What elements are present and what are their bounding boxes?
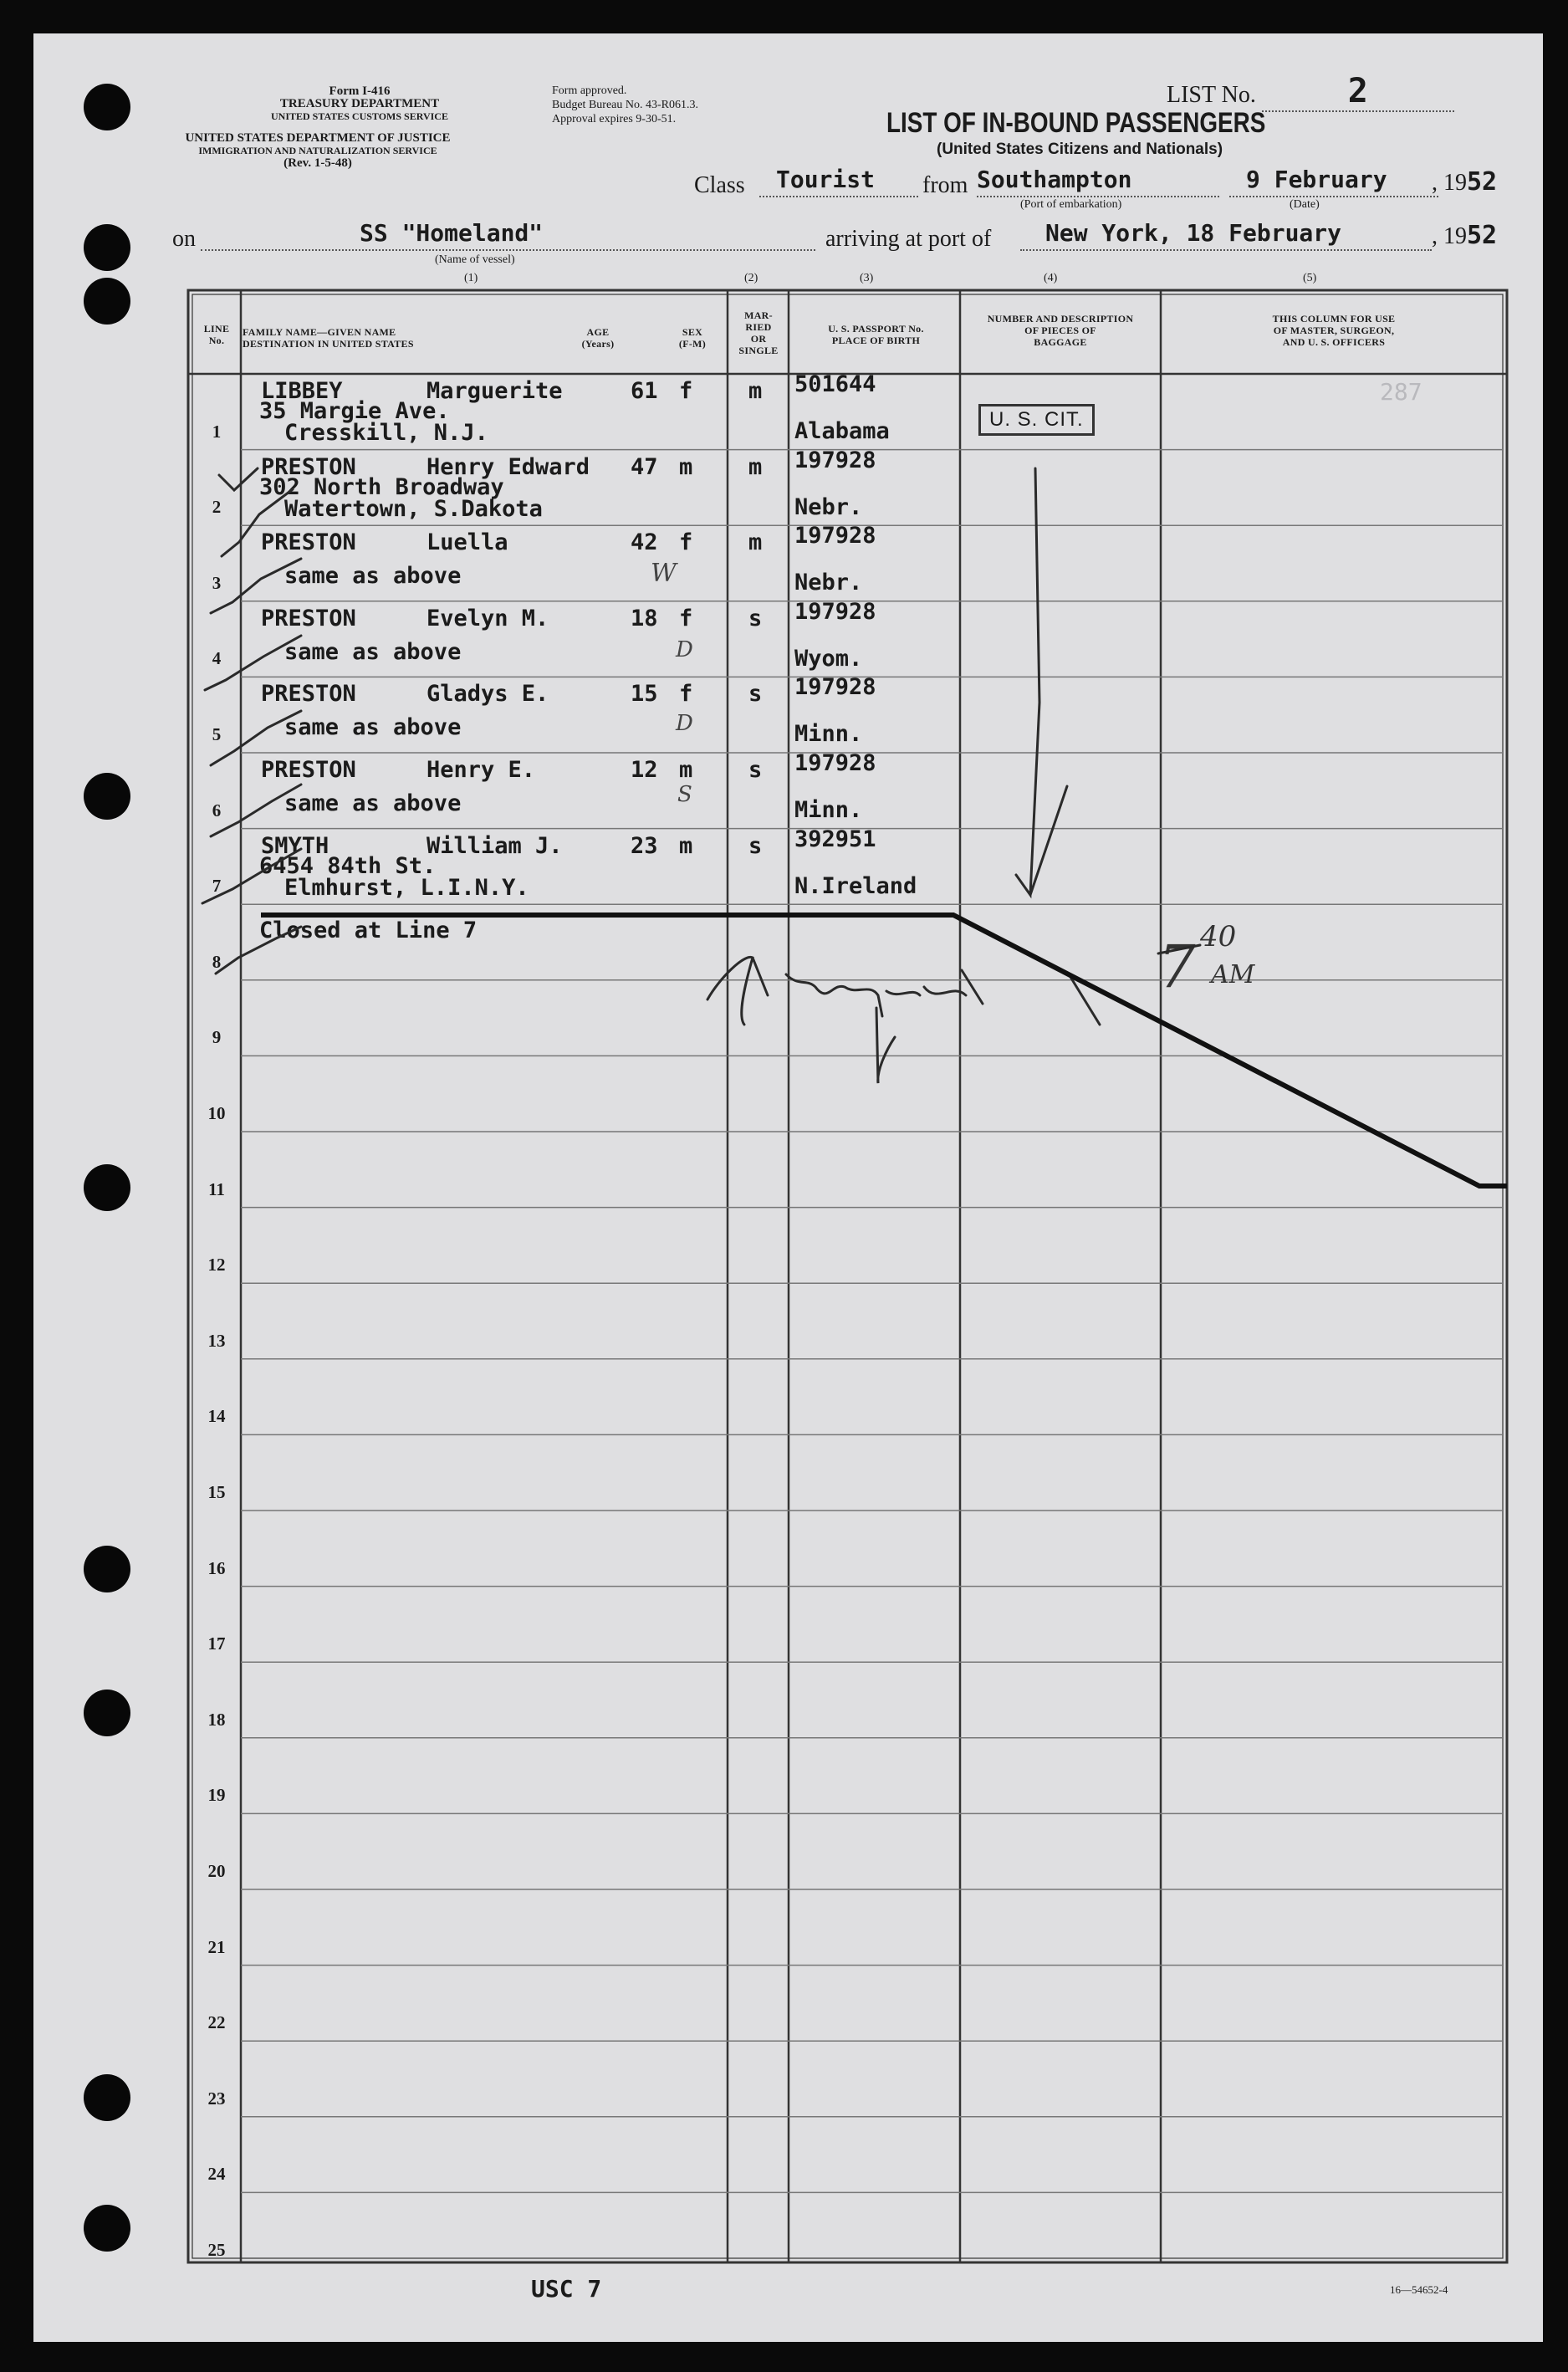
col-header-text: (Years) bbox=[581, 338, 615, 350]
passport-number: 197928 bbox=[794, 523, 876, 550]
col-header-text: RIED bbox=[745, 321, 772, 333]
col-header-text: LINE bbox=[203, 323, 230, 335]
col-header-text: THIS COLUMN FOR USE bbox=[1272, 313, 1396, 325]
family-name: PRESTON bbox=[261, 757, 356, 783]
given-name: Marguerite bbox=[426, 378, 563, 404]
place-of-birth: Nebr. bbox=[794, 570, 863, 596]
line-number: 1 bbox=[212, 421, 222, 442]
handwritten-mark-row3: W bbox=[651, 559, 677, 588]
destination-line2: Elmhurst, L.I.N.Y. bbox=[284, 874, 529, 901]
place-of-birth: N.Ireland bbox=[794, 872, 917, 899]
family-name: PRESTON bbox=[261, 453, 356, 480]
arrival-value: New York, 18 February bbox=[1045, 219, 1342, 247]
date-caption: (Date) bbox=[1290, 198, 1320, 211]
handwritten-time-am: AM bbox=[1211, 960, 1255, 989]
form-number: Form I-416 bbox=[329, 84, 391, 98]
passport-number: 197928 bbox=[794, 674, 876, 701]
ins-service: IMMIGRATION AND NATURALIZATION SERVICE bbox=[198, 145, 437, 156]
col-header-text: AGE bbox=[586, 326, 610, 338]
destination-line1: 302 North Broadway bbox=[259, 473, 504, 500]
marital-status: s bbox=[748, 757, 763, 783]
line-number: 13 bbox=[207, 1330, 226, 1351]
marital-status: m bbox=[748, 378, 763, 404]
vessel-caption: (Name of vessel) bbox=[435, 253, 515, 266]
check-mark bbox=[222, 489, 293, 556]
on-label: on bbox=[172, 226, 196, 252]
col-header-text: DESTINATION IN UNITED STATES bbox=[243, 338, 414, 350]
destination-line1: 35 Margie Ave. bbox=[259, 398, 450, 424]
line-number: 2 bbox=[212, 497, 222, 518]
class-value: Tourist bbox=[776, 166, 876, 193]
line-number: 19 bbox=[207, 1785, 226, 1806]
col-header-text: FAMILY NAME—GIVEN NAME bbox=[243, 326, 396, 338]
customs-service: UNITED STATES CUSTOMS SERVICE bbox=[271, 110, 448, 122]
passport-number: 197928 bbox=[794, 598, 876, 625]
place-of-birth: Minn. bbox=[794, 797, 863, 823]
place-of-birth: Nebr. bbox=[794, 493, 863, 520]
destination-line2: Cresskill, N.J. bbox=[284, 420, 488, 446]
marital-status: m bbox=[748, 453, 763, 480]
vessel-value: SS "Homeland" bbox=[360, 219, 544, 247]
line-number: 20 bbox=[207, 1861, 226, 1881]
given-name: Henry Edward bbox=[426, 453, 590, 480]
col-number-4: (4) bbox=[1044, 272, 1058, 284]
given-name: Gladys E. bbox=[426, 681, 549, 708]
destination-line1: 6454 84th St. bbox=[259, 852, 437, 879]
destination-line1: same as above bbox=[284, 638, 462, 665]
handwritten-mark-row4: D bbox=[676, 637, 693, 662]
line-number: 12 bbox=[207, 1255, 226, 1275]
family-name: LIBBEY bbox=[261, 378, 343, 404]
destination-line1: same as above bbox=[284, 790, 462, 816]
destination-line2: Watertown, S.Dakota bbox=[284, 495, 543, 522]
check-mark bbox=[211, 711, 301, 765]
sex: m bbox=[679, 832, 693, 859]
stamp-number: 287 bbox=[1380, 378, 1422, 406]
age: 15 bbox=[631, 681, 658, 708]
treasury-dept: TREASURY DEPARTMENT bbox=[279, 97, 440, 110]
age: 61 bbox=[631, 378, 658, 404]
check-mark bbox=[216, 927, 301, 974]
line-number: 23 bbox=[207, 2088, 226, 2109]
embark-port-caption: (Port of embarkation) bbox=[1020, 198, 1122, 211]
form-revision: (Rev. 1-5-48) bbox=[283, 156, 352, 170]
passport-number: 501644 bbox=[794, 371, 876, 397]
col-header-text: U. S. PASSPORT No. bbox=[828, 323, 924, 335]
marital-status: s bbox=[748, 605, 763, 631]
place-of-birth: Alabama bbox=[794, 418, 890, 444]
line-number: 21 bbox=[207, 1936, 226, 1957]
closed-at-line: Closed at Line 7 bbox=[259, 918, 478, 943]
family-name: PRESTON bbox=[261, 529, 356, 556]
col-header-text: OF MASTER, SURGEON, bbox=[1273, 325, 1395, 336]
list-no-value: 2 bbox=[1347, 72, 1368, 110]
year-value: 52 bbox=[1467, 221, 1498, 250]
year-prefix: , 19 bbox=[1432, 223, 1467, 249]
passport-number: 197928 bbox=[794, 447, 876, 473]
col-header-text: AND U. S. OFFICERS bbox=[1282, 336, 1386, 348]
age: 47 bbox=[631, 453, 658, 480]
col-header-text: SEX bbox=[682, 326, 703, 338]
sex: f bbox=[679, 681, 693, 708]
line-number: 17 bbox=[207, 1633, 226, 1654]
signature bbox=[707, 957, 1100, 1083]
col-header-text: MAR- bbox=[744, 309, 773, 321]
line-number: 8 bbox=[212, 951, 222, 972]
line-number: 7 bbox=[212, 876, 222, 897]
check-mark bbox=[202, 849, 301, 903]
check-mark bbox=[205, 636, 301, 690]
usc-footer: USC 7 bbox=[531, 2275, 602, 2303]
embark-date-value: 9 February bbox=[1246, 166, 1387, 193]
age: 18 bbox=[631, 605, 658, 631]
col-header-text: OF PIECES OF bbox=[1024, 325, 1096, 336]
marital-status: s bbox=[748, 832, 763, 859]
handwritten-mark-row6: S bbox=[677, 782, 692, 807]
given-name: William J. bbox=[426, 832, 563, 859]
line-number: 4 bbox=[212, 648, 222, 669]
pen-marks bbox=[33, 33, 1543, 2342]
place-of-birth: Wyom. bbox=[794, 645, 863, 672]
justice-dept: UNITED STATES DEPARTMENT OF JUSTICE bbox=[185, 131, 451, 145]
family-name: PRESTON bbox=[261, 605, 356, 631]
line-number: 6 bbox=[212, 800, 222, 820]
given-name: Luella bbox=[426, 529, 508, 556]
from-label: from bbox=[922, 172, 968, 198]
handwritten-time-minutes: 40 bbox=[1200, 920, 1237, 953]
sex: m bbox=[679, 453, 693, 480]
marital-status: s bbox=[748, 681, 763, 708]
marital-status: m bbox=[748, 529, 763, 556]
embark-port-value: Southampton bbox=[977, 166, 1132, 193]
given-name: Evelyn M. bbox=[426, 605, 549, 631]
line-number: 5 bbox=[212, 724, 222, 744]
family-name: PRESTON bbox=[261, 681, 356, 708]
time-hour: 7 bbox=[1158, 933, 1196, 1001]
page-title: LIST OF IN-BOUND PASSENGERS bbox=[886, 107, 1266, 139]
line-number: 11 bbox=[208, 1178, 225, 1199]
col-header-text: (F-M) bbox=[678, 338, 707, 350]
col-number-1: (1) bbox=[464, 272, 478, 284]
col-header-text: OR bbox=[750, 333, 767, 345]
age: 12 bbox=[631, 757, 658, 783]
approval-expires: Approval expires 9-30-51. bbox=[552, 113, 677, 125]
line-number: 22 bbox=[207, 2012, 226, 2033]
col-header-text: BAGGAGE bbox=[1034, 336, 1087, 348]
age: 42 bbox=[631, 529, 658, 556]
col-number-5: (5) bbox=[1303, 272, 1317, 284]
closing-line bbox=[261, 915, 1507, 1186]
us-citizen-stamp: U. S. CIT. bbox=[978, 404, 1095, 436]
line-number: 18 bbox=[207, 1709, 226, 1730]
print-code: 16—54652-4 bbox=[1390, 2283, 1448, 2296]
passport-number: 197928 bbox=[794, 750, 876, 776]
line-number: 3 bbox=[212, 572, 222, 593]
passenger-list-sheet bbox=[33, 33, 1543, 2342]
family-name: SMYTH bbox=[261, 832, 329, 859]
sex: m bbox=[679, 757, 693, 783]
check-mark bbox=[219, 468, 258, 490]
destination-line1: same as above bbox=[284, 714, 462, 741]
handwritten-mark-row5: D bbox=[676, 711, 693, 736]
form-approved: Form approved. bbox=[552, 84, 627, 97]
line-number: 10 bbox=[207, 1103, 226, 1123]
col-header-text: SINGLE bbox=[738, 345, 779, 356]
check-mark bbox=[211, 785, 301, 836]
year-prefix: , 19 bbox=[1432, 170, 1467, 196]
destination-line1: same as above bbox=[284, 563, 462, 590]
time-underline bbox=[1158, 945, 1200, 953]
passport-number: 392951 bbox=[794, 826, 876, 852]
col-number-3: (3) bbox=[860, 272, 874, 284]
line-number: 14 bbox=[207, 1406, 226, 1427]
line-number: 24 bbox=[207, 2164, 226, 2185]
sex: f bbox=[679, 378, 693, 404]
line-number: 15 bbox=[207, 1482, 226, 1502]
line-number: 16 bbox=[207, 1557, 226, 1578]
budget-bureau: Budget Bureau No. 43-R061.3. bbox=[552, 99, 698, 111]
col-number-2: (2) bbox=[744, 272, 758, 284]
given-name: Henry E. bbox=[426, 757, 536, 783]
line-number: 9 bbox=[212, 1027, 222, 1048]
class-label: Class bbox=[694, 172, 745, 198]
arriving-label: arriving at port of bbox=[825, 226, 992, 252]
sex: f bbox=[679, 605, 693, 631]
col-header-text: No. bbox=[208, 335, 225, 346]
baggage-arrow bbox=[1016, 468, 1067, 895]
check-mark bbox=[211, 559, 301, 613]
col-header-text: PLACE OF BIRTH bbox=[831, 335, 921, 346]
page-subtitle: (United States Citizens and Nationals) bbox=[937, 141, 1223, 158]
line-number: 25 bbox=[207, 2240, 226, 2260]
sex: f bbox=[679, 529, 693, 556]
list-no-label: LIST No. bbox=[1167, 82, 1256, 108]
year-value: 52 bbox=[1467, 167, 1498, 197]
place-of-birth: Minn. bbox=[794, 721, 863, 748]
col-header-text: NUMBER AND DESCRIPTION bbox=[987, 313, 1134, 325]
age: 23 bbox=[631, 832, 658, 859]
